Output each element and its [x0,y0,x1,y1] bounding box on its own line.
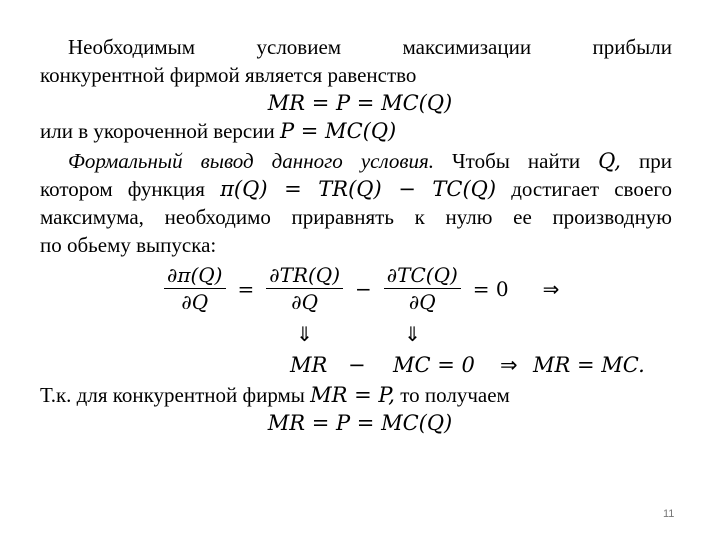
para3-math: MR = P, [310,383,395,407]
result-mc-zero: MC = 0 [393,353,475,377]
fraction-dtc-dq [384,262,461,315]
para2-line1-text: Чтобы найти [434,149,599,173]
para2-line1-end: при [620,149,672,173]
equals-sign: = [237,276,255,301]
result-mr-equals-mc: MR = MC. [533,353,645,377]
para2-line2-a: котором функция [40,177,221,201]
para1-line1: Необходимым условием максимизации прибыли [68,35,672,59]
down-arrow-icon-1: ⇓ [296,322,313,346]
page-number: 11 [663,508,675,520]
profit-function: π(Q) = TR(Q) − TC(Q) [220,177,497,201]
fraction-dtr-dq [266,262,343,315]
equation-mr-p-mc: MR = P = MC(Q) [267,91,453,115]
para1-line3 [40,118,396,144]
fraction-dtc-num: ∂TC(Q) [384,262,461,289]
fraction-dpi-den: ∂Q [181,290,209,314]
para3-text-a: Т.к. для конкурентной фирмы [40,383,311,407]
para3-text-b: то получаем [394,383,510,407]
para2-line4: по обьему выпуска: [40,233,217,257]
para1-line2: конкурентной фирмой является равенство [40,63,417,87]
derivative-equation [160,262,563,315]
fraction-dpi-num: ∂π(Q) [164,262,226,289]
para2-line3: максимума, необходимо приравнять к нулю ее производную [40,205,672,229]
down-arrow-icon-2: ⇓ [404,322,421,346]
result-minus: − [348,353,366,377]
implies-arrow-icon-2: ⇒ [500,353,518,377]
italic-title: Формальный вывод данного условия. [68,149,435,173]
fraction-dpi-dq [164,262,226,315]
para2-line1 [68,148,672,174]
minus-sign: − [355,276,372,301]
equation-final: MR = P = MC(Q) [267,411,453,435]
result-mr: MR [290,353,328,377]
para1-line3-math: P = MC(Q) [279,119,397,143]
para1-line3-text: или в укороченной версии [40,119,280,143]
equals-zero: = 0 [472,276,509,301]
para3-line1 [40,382,510,408]
fraction-dtr-den: ∂Q [291,290,319,314]
fraction-dtr-num: ∂TR(Q) [266,262,343,289]
para2-line2-b: достигает своего [496,177,672,201]
implies-arrow-icon: ⇒ [542,276,560,301]
para2-line1-math: Q, [598,149,621,173]
para2-line2 [40,176,672,202]
fraction-dtc-den: ∂Q [408,290,436,314]
